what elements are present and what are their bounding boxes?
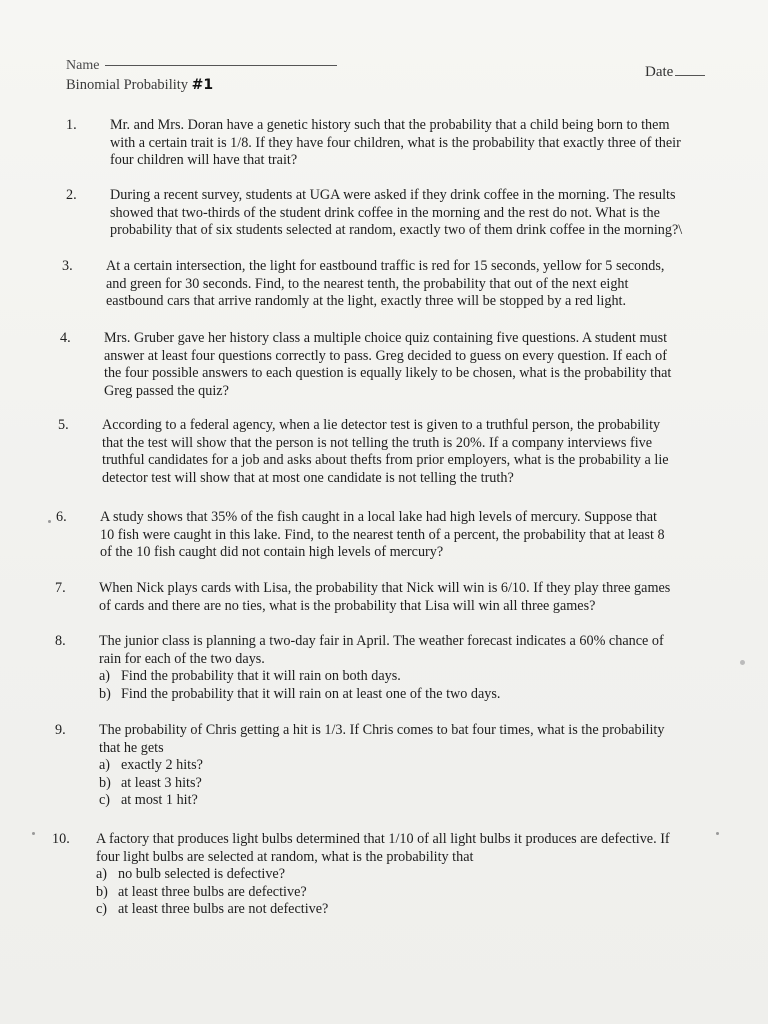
problem-line: eastbound cars that arrive randomly at the light, exactly three will be stopped by a red light. (106, 293, 627, 309)
problem-line: with a certain trait is 1/8. If they have four children, what is the probability that exactly three of their (110, 134, 681, 151)
problem-line: At a certain intersection, the light for eastbound traffic is red for 15 seconds, yellow for 5 seconds, (106, 258, 665, 274)
problem-text (96, 831, 708, 919)
problem-line: Mrs. Gruber gave her history class a multiple choice quiz containing five questions. A student must (104, 330, 668, 346)
problem-line: that he gets (99, 739, 164, 756)
problem-text (110, 187, 722, 240)
date-blank-line (675, 75, 705, 76)
problem-text (102, 417, 714, 487)
problem-part (99, 757, 711, 775)
scan-speck (716, 832, 719, 835)
problem-line: probability that of six students selected at random, exactly two of them drink coffee in the morning?\ (110, 222, 683, 238)
problem-part (96, 884, 708, 902)
handwritten-number: #1 (191, 77, 214, 93)
problem-line: During a recent survey, students at UGA were asked if they drink coffee in the morning. The results (110, 187, 676, 203)
problem-line: of cards and there are no ties, what is the probability that Lisa will win all three games? (99, 597, 596, 614)
part-text: no bulb selected is defective? (118, 866, 286, 882)
problem-line: four children will have that trait? (110, 152, 298, 168)
problem-number: 9. (55, 722, 66, 738)
problem-line: According to a federal agency, when a lie detector test is given to a truthful person, the probability (102, 417, 661, 433)
problem-number: 10. (52, 831, 70, 847)
problem-part (96, 866, 708, 884)
part-label: b) (99, 774, 111, 791)
problem-number: 7. (55, 580, 66, 596)
problem-parts (99, 668, 711, 703)
problem-number: 1. (66, 117, 77, 133)
problem-line: answer at least four questions correctly to pass. Greg decided to guess on every question. If each of (104, 347, 667, 364)
problem-part (99, 792, 711, 810)
problem-line: Greg passed the quiz? (104, 382, 229, 399)
problem-number: 6. (56, 509, 67, 525)
part-label: b) (99, 685, 111, 702)
problem-line: showed that two-thirds of the student drink coffee in the morning and the rest do not. What is the (110, 204, 660, 221)
name-field (66, 58, 337, 74)
part-label: c) (99, 792, 111, 808)
problem-line: The junior class is planning a two-day fair in April. The weather forecast indicates a 60% chance of (99, 633, 664, 649)
part-text: Find the probability that it will rain on at least one of the two days. (121, 685, 501, 702)
worksheet-title (66, 77, 213, 94)
problem-text (100, 509, 712, 562)
problem-line: A study shows that 35% of the fish caught in a local lake had high levels of mercury. Suppose that (100, 509, 658, 525)
problem-text (110, 117, 722, 170)
part-label: c) (96, 901, 108, 917)
worksheet-title-text: Binomial Probability (66, 77, 192, 93)
part-text: at least 3 hits? (121, 774, 202, 791)
part-label: a) (99, 757, 111, 773)
problem-text (99, 722, 711, 810)
problem-part (96, 901, 708, 919)
problem-line: The probability of Chris getting a hit is 1/3. If Chris comes to bat four times, what is the probability (99, 722, 665, 738)
problem-line: A factory that produces light bulbs determined that 1/10 of all light bulbs it produces are defective. If (96, 831, 670, 847)
scan-speck (32, 832, 35, 835)
problem-text (99, 580, 711, 615)
problem-parts (99, 757, 711, 810)
problem-number: 2. (66, 187, 77, 203)
date-field (645, 64, 705, 81)
part-text: at least three bulbs are not defective? (118, 901, 329, 917)
part-text: at least three bulbs are defective? (118, 883, 307, 900)
problem-line: 10 fish were caught in this lake. Find, to the nearest tenth of a percent, the probability that at least 8 (100, 526, 665, 543)
problem-parts (96, 866, 708, 919)
scan-speck (48, 520, 51, 523)
name-blank-line (105, 65, 337, 66)
problem-line: that the test will show that the person is not telling the truth is 20%. If a company interviews five (102, 434, 653, 451)
scan-speck (740, 660, 745, 665)
problem-part (99, 775, 711, 793)
part-text: at most 1 hit? (121, 792, 198, 808)
part-label: a) (99, 668, 111, 684)
problem-text (104, 330, 716, 400)
problem-line: and green for 30 seconds. Find, to the nearest tenth, the probability that out of the next eight (106, 275, 629, 292)
problem-line: Mr. and Mrs. Doran have a genetic history such that the probability that a child being born to them (110, 117, 670, 133)
name-label: Name (66, 58, 100, 73)
problem-number: 4. (60, 330, 71, 346)
problem-line: When Nick plays cards with Lisa, the probability that Nick will win is 6/10. If they play three games (99, 580, 671, 596)
problem-line: four light bulbs are selected at random, what is the probability that (96, 848, 474, 865)
part-text: Find the probability that it will rain on both days. (121, 668, 401, 684)
part-label: a) (96, 866, 108, 882)
problem-line: the four possible answers to each question is equally likely to be chosen, what is the probability that (104, 365, 672, 381)
problem-line: rain for each of the two days. (99, 650, 265, 667)
part-label: b) (96, 883, 108, 900)
problem-number: 5. (58, 417, 69, 433)
problem-line: truthful candidates for a job and asks about thefts from prior employers, what is the probability a lie (102, 452, 669, 468)
problem-number: 3. (62, 258, 73, 274)
problem-part (99, 686, 711, 704)
part-text: exactly 2 hits? (121, 757, 203, 773)
date-label: Date (645, 64, 674, 80)
problem-text (99, 633, 711, 703)
problem-line: detector test will show that at most one candidate is not telling the truth? (102, 469, 514, 486)
problem-part (99, 668, 711, 686)
problem-line: of the 10 fish caught did not contain high levels of mercury? (100, 544, 444, 560)
problem-text (106, 258, 718, 311)
problem-number: 8. (55, 633, 66, 649)
